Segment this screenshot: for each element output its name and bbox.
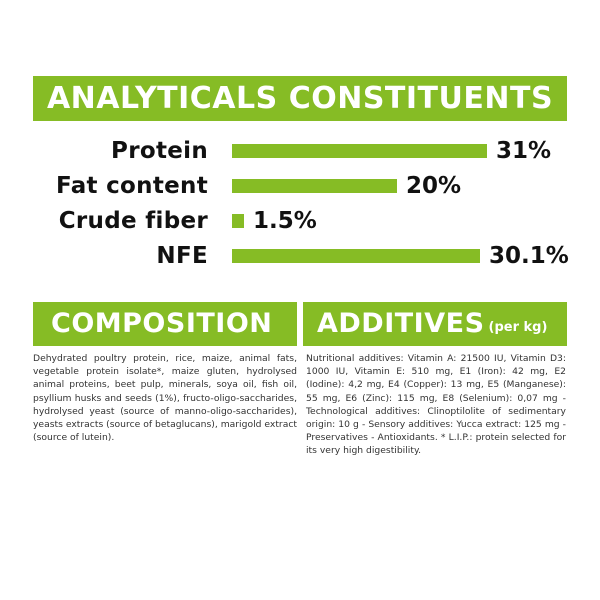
row-protein (0, 136, 600, 166)
row-value: 20% (406, 173, 462, 199)
row-nfe (0, 241, 600, 271)
row-label: Protein (111, 138, 208, 164)
row-bar (232, 214, 244, 228)
additives-header (303, 302, 567, 346)
additives-title-suffix: (per kg) (488, 320, 548, 335)
row-bar (232, 179, 397, 193)
row-value: 31% (496, 138, 552, 164)
row-label: Crude fiber (58, 208, 208, 234)
row-bar (232, 249, 480, 263)
row-label: Fat content (56, 173, 208, 199)
row-bar (232, 144, 487, 158)
additives-title: ADDITIVES (317, 308, 485, 339)
row-value: 30.1% (489, 243, 569, 269)
row-label: NFE (156, 243, 208, 269)
analytical-constituents-header: ANALYTICALS CONSTITUENTS (33, 76, 567, 121)
composition-header: COMPOSITION (33, 302, 297, 346)
row-crude-fiber (0, 206, 600, 236)
row-fat-content (0, 171, 600, 201)
composition-text: Dehydrated poultry protein, rice, maize, animal fats, vegetable protein isolate*, maize gluten, hydrolysed animal proteins, beet pulp, minerals, soya oil, fish oil, psyllium husks and seeds (1%), fructo-oligo-saccharides, hydrolysed yeast (source of manno-oligo-saccharides), yeasts extracts (source of betaglucans), marigold extract (source of lutein). (33, 353, 297, 444)
row-value: 1.5% (253, 208, 317, 234)
additives-text: Nutritional additives: Vitamin A: 21500 IU, Vitamin D3: 1000 IU, Vitamin E: 510 mg, E1 (Iron): 42 mg, E2 (Iodine): 4,2 mg, E4 (Copper): 13 mg, E5 (Manganese): 55 mg, E6 (Zinc): 115 mg, E8 (Selenium): 0,07 mg - Technological additives: Clinoptilolite of sedimentary origin: 10 g - Sensory additives: Yucca extract: 125 mg - Preservatives - Antioxidants. * L.I.P.: protein selected for its very high digestibility. (306, 353, 566, 457)
